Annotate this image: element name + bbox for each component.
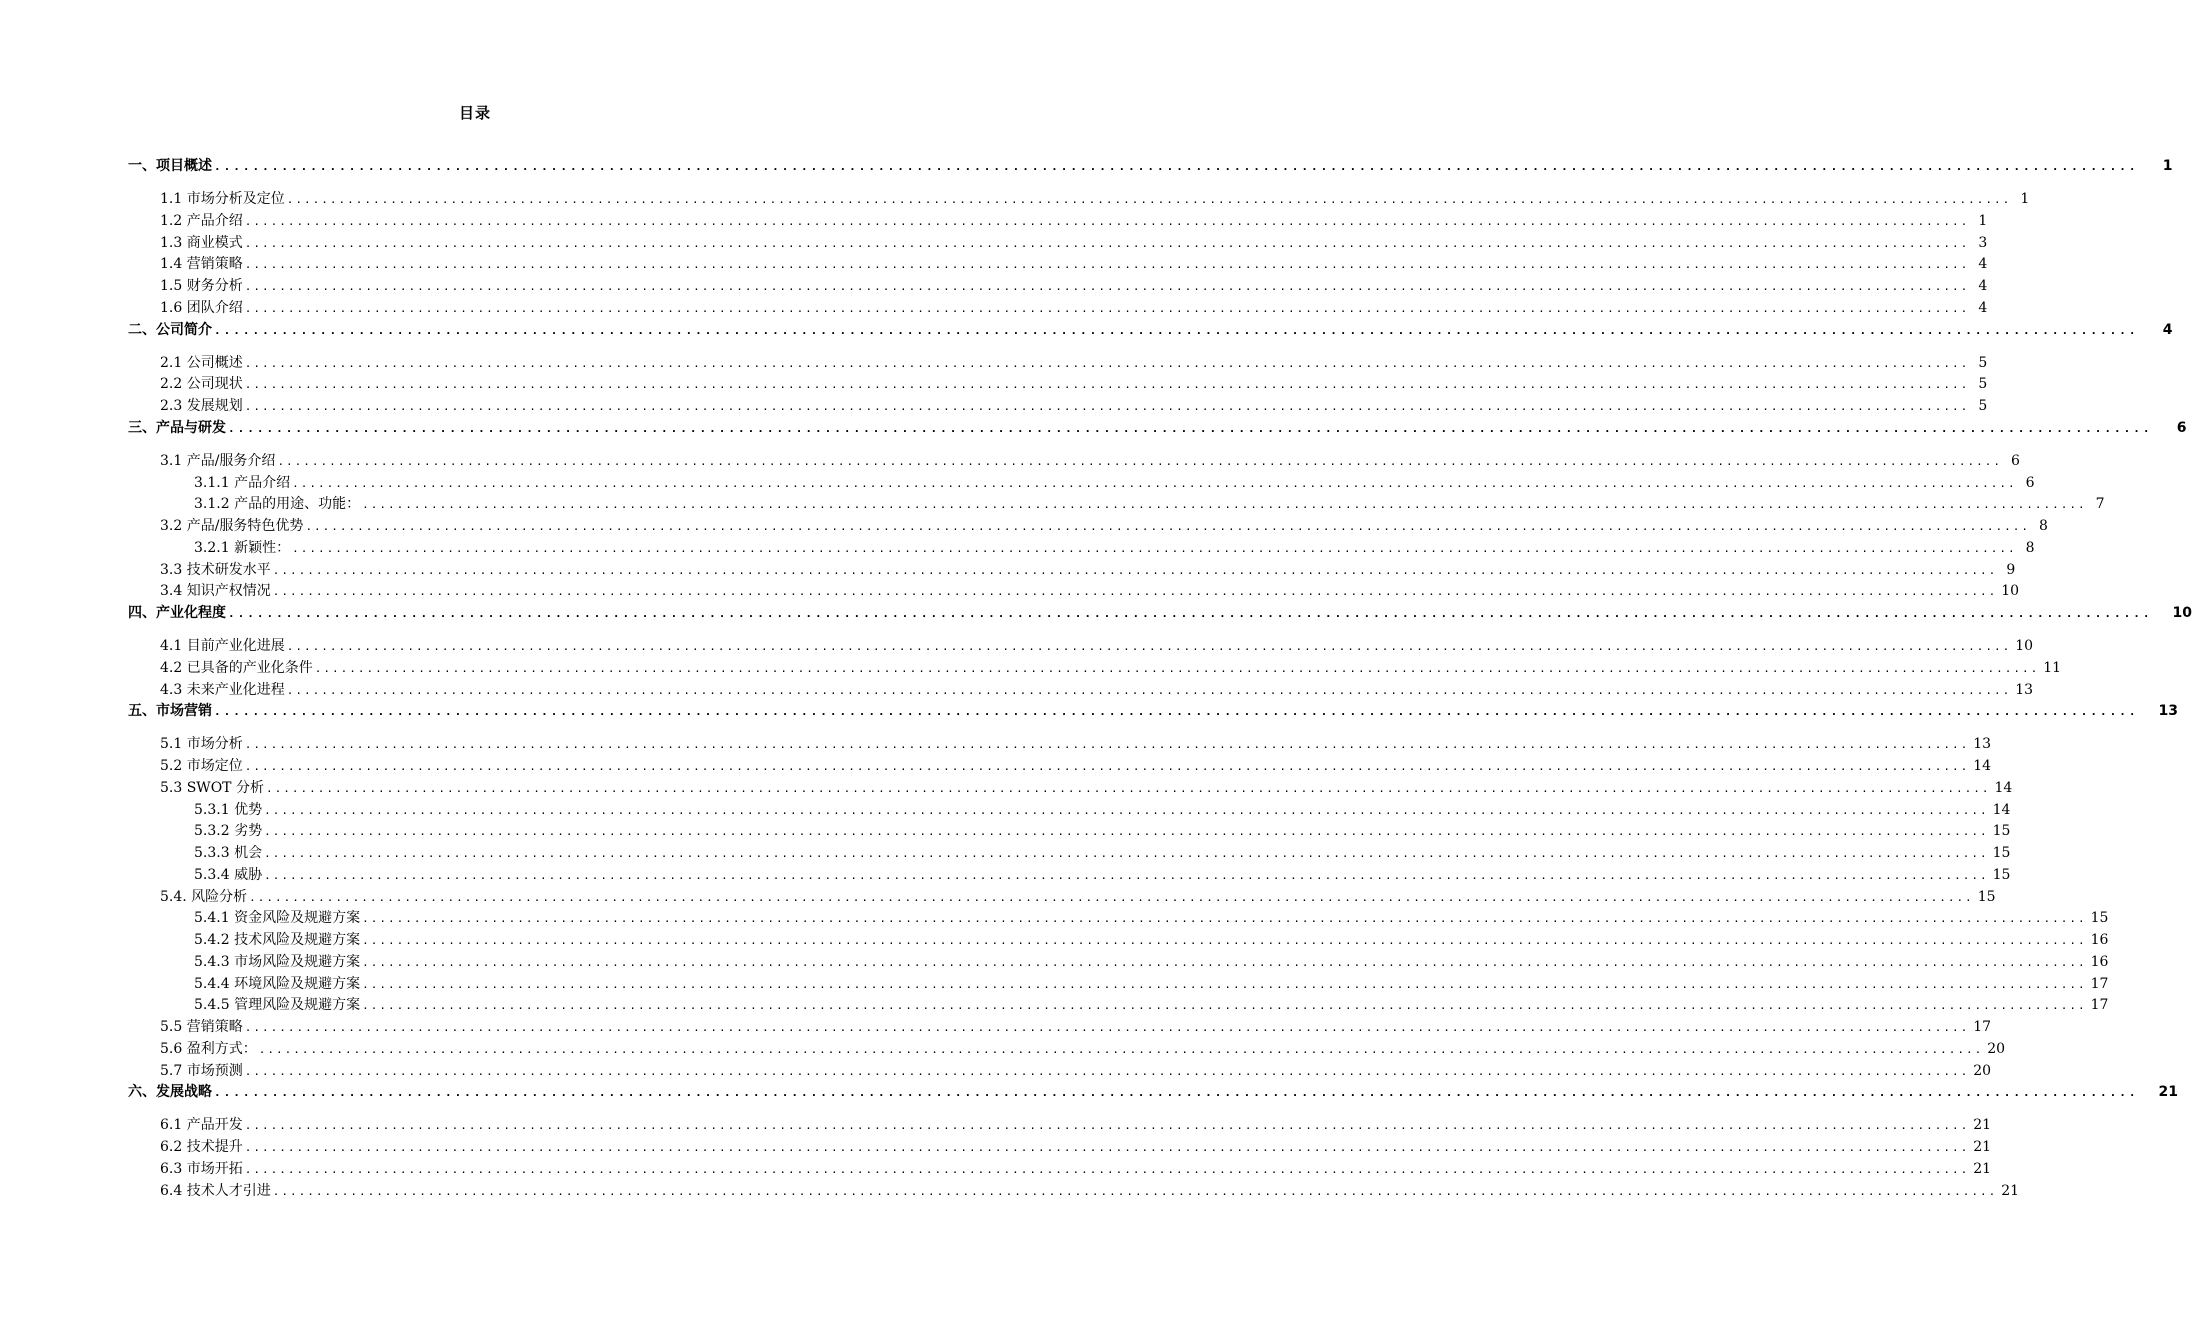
toc-section-entry[interactable] [160, 887, 1996, 909]
toc-section-entry[interactable] [194, 473, 2035, 495]
toc-dot-leader: ........................................................................................................................................................................................................ [292, 476, 2017, 490]
toc-entry-label: 5.3 SWOT 分析 [160, 779, 264, 796]
toc-entry-label: 5.3.1 优势 [194, 801, 263, 818]
toc-chapter-entry[interactable] [128, 418, 2187, 440]
toc-dot-leader: ........................................................................................................................................................................................................ [264, 803, 1989, 817]
toc-entry-label: 5.4.3 市场风险及规避方案 [194, 953, 361, 970]
toc-dot-leader: ........................................................................................................................................................................................................ [264, 868, 1989, 882]
toc-entry-label: 5.6 盈利方式： [160, 1040, 257, 1057]
toc-chapter-entry[interactable] [128, 1082, 2178, 1104]
toc-section-entry[interactable] [194, 821, 2011, 843]
toc-entry-label: 产业化程度 [156, 605, 226, 621]
toc-section-entry[interactable] [194, 843, 2011, 865]
toc-entry-label: 6.2 技术提升 [160, 1139, 243, 1155]
toc-page-number: 14 [1994, 779, 2013, 796]
toc-dot-leader: ........................................................................................................................................................................................................ [362, 999, 2087, 1013]
toc-entry-label: 1.6 团队介绍 [160, 299, 243, 316]
toc-page-number: 16 [2090, 932, 2109, 948]
toc-entry-label: 5.4.1 资金风险及规避方案 [194, 910, 361, 927]
toc-page-number: 14 [1992, 801, 2011, 818]
toc-section-entry[interactable] [160, 1039, 2006, 1061]
toc-section-entry[interactable] [194, 538, 2035, 560]
toc-page-number: 1 [1978, 212, 1988, 229]
toc-section-entry[interactable] [160, 189, 2030, 211]
toc-entry-label: 1.5 财务分析 [160, 278, 243, 294]
toc-dot-leader: ........................................................................................................................................................................................................ [286, 640, 2012, 653]
toc-page-number: 17 [2090, 997, 2109, 1014]
toc-page-number: 21 [1973, 1117, 1992, 1134]
toc-page-number: 21 [2001, 1182, 2020, 1199]
toc-page-number: 10 [2001, 583, 2020, 600]
toc-section-entry[interactable] [160, 1181, 2020, 1203]
toc-page-number: 17 [1973, 1019, 1992, 1035]
toc-entry-label: 1.4 营销策略 [160, 256, 243, 273]
toc-dot-leader: ........................................................................................................................................................................................................ [244, 214, 1970, 228]
toc-dot-leader: ........................................................................................................................................................................................................ [214, 705, 2139, 719]
toc-entry-label: 6.4 技术人才引进 [160, 1182, 271, 1199]
toc-section-entry[interactable] [160, 756, 1992, 778]
toc-chapter-entry[interactable] [128, 603, 2192, 625]
toc-page-number: 6 [2025, 474, 2035, 491]
toc-section-entry[interactable] [160, 1061, 1992, 1083]
toc-chapter-number: 六、 [128, 1084, 156, 1101]
toc-entry-label: 3.2 产品/服务特色优势 [160, 518, 304, 534]
toc-page-number: 15 [1992, 823, 2011, 840]
toc-dot-leader: ........................................................................................................................................................................................................ [244, 356, 1970, 370]
toc-page-number: 13 [2158, 703, 2178, 720]
toc-section-entry[interactable] [194, 930, 2109, 952]
toc-section-entry[interactable] [160, 1017, 1992, 1039]
toc-entry-label: 5.4.5 管理风险及规避方案 [194, 997, 361, 1014]
toc-page-number: 21 [1973, 1139, 1992, 1155]
toc-dot-leader: ........................................................................................................................................................................................................ [244, 378, 1970, 392]
toc-dot-leader: ........................................................................................................................................................................................................ [244, 301, 1970, 315]
toc-page-number: 20 [1973, 1062, 1992, 1079]
toc-dot-leader: ........................................................................................................................................................................................................ [362, 912, 2087, 926]
toc-section-entry[interactable] [160, 680, 2034, 702]
toc-chapter-entry[interactable] [128, 156, 2173, 178]
toc-dot-leader: ........................................................................................................................................................................................................ [244, 760, 1970, 773]
toc-section-entry[interactable] [160, 560, 2016, 582]
toc-dot-leader: ........................................................................................................................................................................................................ [214, 160, 2139, 173]
toc-dot-leader: ........................................................................................................................................................................................................ [244, 1021, 1970, 1034]
toc-dot-leader: ........................................................................................................................................................................................................ [244, 1119, 1970, 1133]
toc-dot-leader: ........................................................................................................................................................................................................ [265, 781, 1991, 795]
toc-section-entry[interactable] [160, 396, 1988, 418]
toc-entry-label: 5.3.3 机会 [194, 845, 263, 861]
toc-dot-leader: ........................................................................................................................................................................................................ [249, 890, 1974, 904]
toc-page-number: 21 [2158, 1084, 2178, 1101]
toc-entry-label: 6.1 产品开发 [160, 1117, 243, 1134]
toc-chapter-entry[interactable] [128, 320, 2173, 342]
toc-page-number: 5 [1978, 376, 1988, 393]
toc-page-number: 10 [2015, 638, 2034, 654]
toc-page-number: 14 [1973, 758, 1992, 774]
toc-section-entry[interactable] [160, 1115, 1992, 1137]
toc-chapter-number: 二、 [128, 321, 156, 338]
toc-section-entry[interactable] [160, 374, 1988, 396]
toc-page-number: 21 [1973, 1160, 1992, 1177]
toc-page-number: 3 [1978, 234, 1988, 251]
toc-entry-label: 3.2.1 新颖性： [194, 539, 291, 556]
toc-page-number: 1 [2020, 191, 2030, 207]
toc-section-entry[interactable] [160, 298, 1988, 320]
toc-section-entry[interactable] [160, 353, 1988, 375]
toc-section-entry[interactable] [194, 995, 2109, 1017]
toc-entry-label: 3.1.2 产品的用途、功能： [194, 496, 361, 513]
toc-chapter-number: 一、 [128, 158, 156, 174]
toc-page-number: 15 [1992, 866, 2011, 883]
toc-page-number: 15 [1992, 845, 2011, 861]
toc-page-number: 4 [1978, 256, 1988, 273]
toc-page-number: 1 [2162, 158, 2173, 174]
toc-dot-leader: ........................................................................................................................................................................................................ [258, 1042, 1984, 1056]
toc-dot-leader: ........................................................................................................................................................................................................ [314, 661, 2040, 675]
toc-section-entry[interactable] [160, 451, 2020, 473]
toc-entry-label: 3.1.1 产品介绍 [194, 474, 291, 491]
toc-dot-leader: ........................................................................................................................................................................................................ [264, 825, 1989, 839]
toc-entry-label: 5.1 市场分析 [160, 736, 243, 753]
toc-chapter-number: 四、 [128, 605, 156, 621]
toc-dot-leader: ........................................................................................................................................................................................................ [272, 1184, 1998, 1198]
toc-entry-label: 1.1 市场分析及定位 [160, 191, 285, 207]
toc-page-number: 10 [2172, 605, 2192, 621]
toc-page-number: 13 [2015, 681, 2034, 698]
toc-dot-leader: ........................................................................................................................................................................................................ [272, 563, 1998, 577]
toc-dot-leader: ........................................................................................................................................................................................................ [272, 585, 1998, 599]
toc-dot-leader: ........................................................................................................................................................................................................ [362, 498, 2087, 512]
toc-dot-leader: ........................................................................................................................................................................................................ [228, 607, 2153, 620]
toc-page-number: 17 [2090, 975, 2109, 992]
toc-dot-leader: ........................................................................................................................................................................................................ [244, 258, 1970, 272]
toc-dot-leader: ........................................................................................................................................................................................................ [362, 934, 2087, 947]
toc-page-number: 16 [2090, 953, 2109, 970]
toc-section-entry[interactable] [160, 233, 1988, 255]
toc-chapter-entry[interactable] [128, 701, 2178, 723]
toc-page-number: 6 [2011, 452, 2020, 469]
toc-section-entry[interactable] [194, 952, 2109, 974]
toc-page-number: 11 [2043, 659, 2062, 676]
toc-dot-leader: ........................................................................................................................................................................................................ [244, 280, 1970, 293]
toc-section-entry[interactable] [160, 211, 1988, 233]
toc-dot-leader: ........................................................................................................................................................................................................ [277, 454, 2002, 468]
toc-entry-label: 5.4.4 环境风险及规避方案 [194, 975, 361, 992]
toc-entry-label: 1.3 商业模式 [160, 234, 243, 251]
toc-entry-label: 6.3 市场开拓 [160, 1160, 243, 1177]
toc-entry-label: 1.2 产品介绍 [160, 212, 243, 229]
toc-entry-label: 3.4 知识产权情况 [160, 583, 271, 600]
toc-page-number: 4 [1978, 299, 1988, 316]
toc-page-number: 13 [1973, 736, 1992, 753]
toc-page-number: 8 [2025, 539, 2035, 556]
toc-entry-label: 5.3.2 劣势 [194, 823, 263, 840]
toc-dot-leader: ........................................................................................................................................................................................................ [292, 541, 2017, 555]
toc-entry-label: 5.2 市场定位 [160, 758, 243, 774]
toc-page-number: 15 [1977, 888, 1996, 905]
toc-entry-label: 5.5 营销策略 [160, 1019, 243, 1035]
toc-dot-leader: ........................................................................................................................................................................................................ [362, 977, 2087, 991]
toc-dot-leader: ........................................................................................................................................................................................................ [214, 1086, 2139, 1100]
toc-page-number: 9 [2006, 561, 2016, 578]
toc-entry-label: 5.4. 风险分析 [160, 888, 248, 905]
toc-entry-label: 3.1 产品/服务介绍 [160, 452, 276, 469]
toc-dot-leader: ........................................................................................................................................................................................................ [305, 520, 2030, 533]
toc-page-number: 4 [2162, 321, 2173, 338]
toc-section-entry[interactable] [194, 974, 2109, 996]
toc-section-entry[interactable] [194, 865, 2011, 887]
toc-entry-label: 5.7 市场预测 [160, 1062, 243, 1079]
toc-dot-leader: ........................................................................................................................................................................................................ [286, 683, 2012, 697]
toc-dot-leader: ........................................................................................................................................................................................................ [244, 236, 1970, 250]
toc-chapter-number: 五、 [128, 703, 156, 720]
toc-entry-label: 2.3 发展规划 [160, 398, 243, 414]
toc-section-entry[interactable] [160, 276, 1988, 298]
toc-dot-leader: ........................................................................................................................................................................................................ [244, 1064, 1970, 1078]
toc-page-number: 7 [2095, 496, 2105, 513]
toc-entry-label: 2.1 公司概述 [160, 354, 243, 371]
toc-entry-label: 公司简介 [156, 321, 212, 338]
toc-entry-label: 发展战略 [156, 1084, 212, 1101]
toc-entry-label: 4.1 目前产业化进展 [160, 638, 285, 654]
toc-dot-leader: ........................................................................................................................................................................................................ [244, 400, 1970, 413]
page-title: 目录 [458, 104, 491, 122]
toc-section-entry[interactable] [194, 800, 2011, 822]
toc-dot-leader: ........................................................................................................................................................................................................ [286, 193, 2012, 206]
toc-section-entry[interactable] [160, 734, 1992, 756]
toc-dot-leader: ........................................................................................................................................................................................................ [214, 323, 2139, 337]
toc-page-number: 8 [2039, 518, 2048, 534]
toc-section-entry[interactable] [160, 1137, 1992, 1159]
toc-section-entry[interactable] [160, 778, 2013, 800]
toc-dot-leader: ........................................................................................................................................................................................................ [228, 421, 2153, 435]
toc-dot-leader: ........................................................................................................................................................................................................ [244, 1162, 1970, 1176]
toc-chapter-number: 三、 [128, 419, 156, 436]
toc-page-number: 15 [2090, 910, 2109, 927]
toc-section-entry[interactable] [160, 636, 2034, 658]
toc-entry-label: 5.4.2 技术风险及规避方案 [194, 932, 361, 948]
toc-dot-leader: ........................................................................................................................................................................................................ [264, 847, 1989, 860]
toc-section-entry[interactable] [160, 254, 1988, 276]
toc-page-number: 4 [1978, 278, 1988, 294]
toc-page-number: 5 [1978, 398, 1988, 414]
toc-entry-label: 市场营销 [156, 703, 212, 720]
toc-section-entry[interactable] [160, 581, 2020, 603]
toc-section-entry[interactable] [160, 1159, 1992, 1181]
toc-entry-label: 项目概述 [156, 158, 212, 174]
toc-section-entry[interactable] [194, 494, 2105, 516]
toc-page-number: 5 [1978, 354, 1988, 371]
toc-entry-label: 4.3 未来产业化进程 [160, 681, 285, 698]
toc-entry-label: 3.3 技术研发水平 [160, 561, 271, 578]
toc-dot-leader: ........................................................................................................................................................................................................ [362, 955, 2087, 969]
toc-entry-label: 4.2 已具备的产业化条件 [160, 659, 313, 676]
toc-entry-label: 2.2 公司现状 [160, 376, 243, 393]
toc-page-number: 6 [2176, 419, 2187, 436]
toc-entry-label: 5.3.4 威胁 [194, 866, 263, 883]
toc-section-entry[interactable] [160, 516, 2048, 538]
toc-page-number: 20 [1987, 1040, 2006, 1057]
toc-dot-leader: ........................................................................................................................................................................................................ [244, 1141, 1970, 1154]
toc-dot-leader: ........................................................................................................................................................................................................ [244, 738, 1970, 752]
toc-section-entry[interactable] [194, 908, 2109, 930]
toc-entry-label: 产品与研发 [156, 419, 226, 436]
toc-section-entry[interactable] [160, 658, 2062, 680]
